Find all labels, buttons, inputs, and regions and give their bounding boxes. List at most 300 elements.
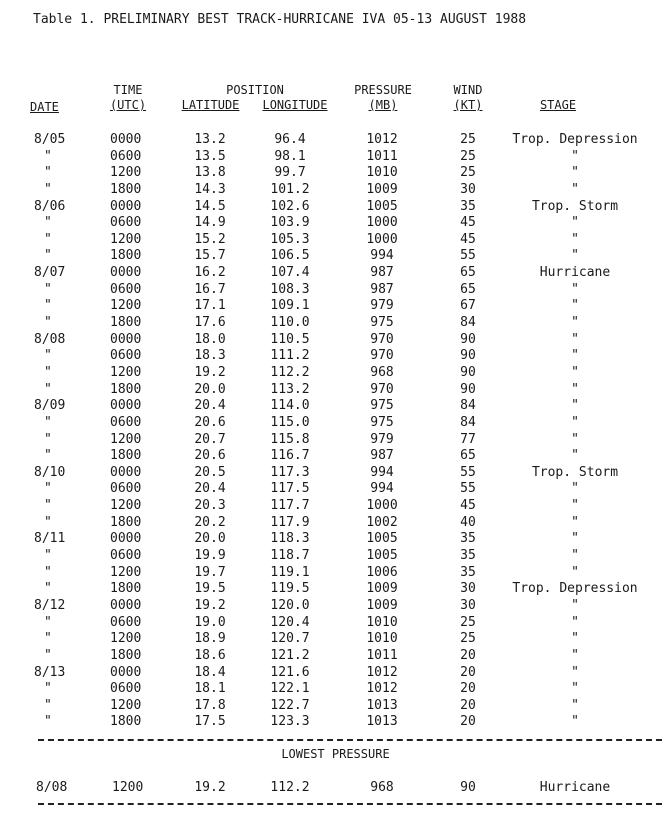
- row-date: ": [44, 614, 52, 630]
- row-wind: 65: [460, 448, 476, 464]
- row-pressure: 1005: [366, 198, 398, 214]
- row-date: ": [44, 181, 52, 197]
- table-row: [0, 548, 671, 565]
- row-latitude: 17.8: [194, 697, 226, 713]
- row-time: 1800: [110, 581, 142, 597]
- lowest-pressure: 968: [370, 780, 394, 795]
- row-latitude: 20.2: [194, 514, 226, 530]
- table-row: [0, 265, 671, 282]
- row-wind: 20: [460, 681, 476, 697]
- row-latitude: 18.0: [194, 331, 226, 347]
- lowest-pressure-row: [0, 780, 671, 798]
- table-row: [0, 648, 671, 665]
- row-stage: ": [571, 398, 579, 414]
- row-pressure: 970: [370, 331, 394, 347]
- table-row: [0, 432, 671, 449]
- table-row: [0, 382, 671, 399]
- row-latitude: 20.5: [194, 464, 226, 480]
- row-longitude: 123.3: [270, 714, 310, 730]
- table-row: [0, 714, 671, 731]
- row-stage: ": [571, 181, 579, 197]
- row-longitude: 122.7: [270, 697, 310, 713]
- row-time: 1800: [110, 514, 142, 530]
- row-stage: ": [571, 281, 579, 297]
- row-wind: 35: [460, 198, 476, 214]
- table-title: Table 1. PRELIMINARY BEST TRACK-HURRICANE IVA 05-13 AUGUST 1988: [33, 12, 527, 27]
- row-wind: 35: [460, 564, 476, 580]
- row-time: 1200: [110, 364, 142, 380]
- row-stage: ": [571, 414, 579, 430]
- row-date: 8/08: [34, 331, 66, 347]
- row-wind: 65: [460, 265, 476, 281]
- row-pressure: 970: [370, 348, 394, 364]
- table-row: [0, 465, 671, 482]
- table-row: [0, 481, 671, 498]
- row-wind: 90: [460, 331, 476, 347]
- row-pressure: 1012: [366, 664, 398, 680]
- row-wind: 65: [460, 281, 476, 297]
- row-time: 1800: [110, 248, 142, 264]
- table-row: [0, 498, 671, 515]
- header-pressure-top: PRESSURE: [354, 83, 412, 97]
- row-time: 1200: [110, 431, 142, 447]
- row-time: 0600: [110, 215, 142, 231]
- divider-top: [38, 739, 662, 741]
- header-longitude: LONGITUDE: [262, 98, 328, 112]
- row-stage: ": [571, 448, 579, 464]
- row-wind: 84: [460, 315, 476, 331]
- row-pressure: 979: [370, 298, 394, 314]
- row-wind: 55: [460, 481, 476, 497]
- row-date: ": [44, 714, 52, 730]
- row-wind: 84: [460, 398, 476, 414]
- row-stage: ": [571, 331, 579, 347]
- row-latitude: 15.2: [194, 231, 226, 247]
- row-wind: 25: [460, 148, 476, 164]
- header-wind-top: WIND: [453, 83, 483, 97]
- row-latitude: 18.3: [194, 348, 226, 364]
- row-date: ": [44, 148, 52, 164]
- row-stage: ": [571, 315, 579, 331]
- row-latitude: 17.1: [194, 298, 226, 314]
- row-wind: 90: [460, 381, 476, 397]
- row-pressure: 1002: [366, 514, 398, 530]
- row-stage: ": [571, 664, 579, 680]
- row-stage: ": [571, 348, 579, 364]
- table-row: [0, 199, 671, 216]
- row-date: ": [44, 448, 52, 464]
- row-stage: ": [571, 165, 579, 181]
- row-stage: Trop. Depression: [512, 132, 638, 147]
- table-row: [0, 232, 671, 249]
- row-wind: 67: [460, 298, 476, 314]
- row-date: 8/06: [34, 198, 66, 214]
- row-longitude: 117.7: [270, 498, 310, 514]
- row-longitude: 115.8: [270, 431, 310, 447]
- row-date: ": [44, 348, 52, 364]
- row-time: 0600: [110, 414, 142, 430]
- row-time: 1200: [110, 631, 142, 647]
- row-pressure: 1011: [366, 647, 398, 663]
- row-date: 8/13: [34, 664, 66, 680]
- row-pressure: 975: [370, 414, 394, 430]
- row-stage: ": [571, 381, 579, 397]
- row-date: ": [44, 165, 52, 181]
- row-date: ": [44, 631, 52, 647]
- row-latitude: 17.6: [194, 315, 226, 331]
- row-longitude: 116.7: [270, 448, 310, 464]
- row-time: 1800: [110, 647, 142, 663]
- row-wind: 20: [460, 664, 476, 680]
- row-latitude: 20.6: [194, 448, 226, 464]
- table-row: [0, 215, 671, 232]
- row-longitude: 99.7: [274, 165, 306, 181]
- row-latitude: 19.7: [194, 564, 226, 580]
- row-latitude: 19.2: [194, 597, 226, 613]
- row-wind: 25: [460, 614, 476, 630]
- row-wind: 55: [460, 248, 476, 264]
- row-stage: Trop. Depression: [512, 581, 638, 597]
- row-pressure: 994: [370, 464, 394, 480]
- table-row: [0, 282, 671, 299]
- row-latitude: 20.0: [194, 381, 226, 397]
- row-time: 0000: [110, 531, 142, 547]
- row-longitude: 117.3: [270, 464, 310, 480]
- table-row: [0, 348, 671, 365]
- row-latitude: 19.0: [194, 614, 226, 630]
- row-stage: Trop. Storm: [531, 464, 619, 480]
- row-time: 1800: [110, 381, 142, 397]
- row-pressure: 1009: [366, 181, 398, 197]
- row-stage: ": [571, 614, 579, 630]
- row-longitude: 98.1: [274, 148, 306, 164]
- row-latitude: 17.5: [194, 714, 226, 730]
- row-date: 8/11: [34, 531, 66, 547]
- row-pressure: 1010: [366, 631, 398, 647]
- row-wind: 84: [460, 414, 476, 430]
- row-time: 0600: [110, 148, 142, 164]
- row-longitude: 113.2: [270, 381, 310, 397]
- row-date: ": [44, 481, 52, 497]
- row-date: 8/07: [34, 265, 66, 281]
- table-row: [0, 182, 671, 199]
- row-time: 1800: [110, 714, 142, 730]
- row-longitude: 102.6: [270, 198, 310, 214]
- row-pressure: 1012: [366, 681, 398, 697]
- row-longitude: 118.3: [270, 531, 310, 547]
- table-row: [0, 248, 671, 265]
- row-time: 1800: [110, 448, 142, 464]
- row-date: ": [44, 514, 52, 530]
- table-row: [0, 531, 671, 548]
- row-time: 0600: [110, 481, 142, 497]
- lowest-lat: 19.2: [194, 780, 226, 795]
- header-time-top: TIME: [113, 83, 143, 97]
- row-pressure: 970: [370, 381, 394, 397]
- row-date: 8/10: [34, 464, 66, 480]
- row-time: 0000: [110, 198, 142, 214]
- row-longitude: 108.3: [270, 281, 310, 297]
- table-row: [0, 698, 671, 715]
- row-stage: ": [571, 647, 579, 663]
- row-stage: ": [571, 597, 579, 613]
- row-date: ": [44, 431, 52, 447]
- row-latitude: 20.6: [194, 414, 226, 430]
- lowest-pressure-heading: LOWEST PRESSURE: [281, 747, 390, 761]
- row-longitude: 120.0: [270, 597, 310, 613]
- table-row: [0, 581, 671, 598]
- row-pressure: 987: [370, 448, 394, 464]
- row-wind: 40: [460, 514, 476, 530]
- row-longitude: 118.7: [270, 548, 310, 564]
- row-time: 1200: [110, 697, 142, 713]
- row-wind: 35: [460, 548, 476, 564]
- lowest-date: 8/08: [36, 780, 68, 795]
- row-pressure: 987: [370, 281, 394, 297]
- table-row: [0, 565, 671, 582]
- row-latitude: 18.1: [194, 681, 226, 697]
- row-latitude: 20.0: [194, 531, 226, 547]
- row-date: ": [44, 298, 52, 314]
- table-row: [0, 365, 671, 382]
- row-stage: ": [571, 548, 579, 564]
- row-longitude: 115.0: [270, 414, 310, 430]
- row-time: 0600: [110, 348, 142, 364]
- row-time: 1200: [110, 498, 142, 514]
- row-longitude: 101.2: [270, 181, 310, 197]
- row-pressure: 975: [370, 315, 394, 331]
- row-latitude: 18.4: [194, 664, 226, 680]
- row-latitude: 15.7: [194, 248, 226, 264]
- row-longitude: 119.1: [270, 564, 310, 580]
- row-stage: ": [571, 431, 579, 447]
- lowest-stage: Hurricane: [539, 780, 611, 795]
- row-stage: ": [571, 215, 579, 231]
- row-date: ": [44, 697, 52, 713]
- row-latitude: 20.4: [194, 398, 226, 414]
- row-pressure: 1013: [366, 697, 398, 713]
- row-pressure: 987: [370, 265, 394, 281]
- row-longitude: 110.5: [270, 331, 310, 347]
- table-row: [0, 149, 671, 166]
- row-time: 0000: [110, 398, 142, 414]
- row-longitude: 109.1: [270, 298, 310, 314]
- row-date: ": [44, 381, 52, 397]
- row-date: 8/12: [34, 597, 66, 613]
- row-latitude: 14.9: [194, 215, 226, 231]
- row-time: 1200: [110, 564, 142, 580]
- row-time: 1800: [110, 315, 142, 331]
- row-pressure: 1011: [366, 148, 398, 164]
- header-latitude: LATITUDE: [181, 98, 240, 112]
- row-pressure: 1009: [366, 597, 398, 613]
- row-wind: 20: [460, 714, 476, 730]
- row-longitude: 114.0: [270, 398, 310, 414]
- header-stage: STAGE: [539, 98, 577, 112]
- row-time: 1200: [110, 231, 142, 247]
- row-date: ": [44, 231, 52, 247]
- row-time: 0600: [110, 548, 142, 564]
- table-row: [0, 132, 671, 149]
- row-wind: 77: [460, 431, 476, 447]
- row-stage: ": [571, 364, 579, 380]
- row-wind: 20: [460, 697, 476, 713]
- row-time: 1200: [110, 298, 142, 314]
- row-latitude: 13.8: [194, 165, 226, 181]
- table-row: [0, 448, 671, 465]
- row-date: ": [44, 647, 52, 663]
- row-pressure: 994: [370, 481, 394, 497]
- row-wind: 25: [460, 132, 476, 147]
- row-wind: 25: [460, 631, 476, 647]
- row-wind: 45: [460, 498, 476, 514]
- row-date: ": [44, 414, 52, 430]
- row-stage: ": [571, 681, 579, 697]
- row-stage: ": [571, 531, 579, 547]
- lowest-lon: 112.2: [270, 780, 310, 795]
- row-date: 8/05: [34, 132, 66, 147]
- row-time: 0000: [110, 132, 142, 147]
- row-longitude: 120.7: [270, 631, 310, 647]
- row-stage: ": [571, 514, 579, 530]
- row-stage: ": [571, 248, 579, 264]
- row-latitude: 14.3: [194, 181, 226, 197]
- row-time: 0000: [110, 464, 142, 480]
- row-pressure: 1013: [366, 714, 398, 730]
- row-date: ": [44, 364, 52, 380]
- row-stage: ": [571, 714, 579, 730]
- row-time: 0000: [110, 664, 142, 680]
- divider-bottom: [38, 803, 662, 805]
- row-wind: 25: [460, 165, 476, 181]
- row-stage: ": [571, 498, 579, 514]
- row-wind: 90: [460, 364, 476, 380]
- row-time: 0000: [110, 331, 142, 347]
- row-stage: ": [571, 697, 579, 713]
- row-latitude: 13.2: [194, 132, 226, 147]
- header-pressure-bottom: (MB): [368, 98, 398, 112]
- row-date: ": [44, 548, 52, 564]
- row-date: ": [44, 581, 52, 597]
- row-wind: 45: [460, 231, 476, 247]
- row-pressure: 1000: [366, 215, 398, 231]
- table-row: [0, 315, 671, 332]
- row-wind: 20: [460, 647, 476, 663]
- row-longitude: 122.1: [270, 681, 310, 697]
- row-time: 1800: [110, 181, 142, 197]
- table-row: [0, 415, 671, 432]
- row-longitude: 107.4: [270, 265, 310, 281]
- row-longitude: 106.5: [270, 248, 310, 264]
- row-time: 0000: [110, 265, 142, 281]
- row-pressure: 979: [370, 431, 394, 447]
- row-pressure: 968: [370, 364, 394, 380]
- row-latitude: 18.6: [194, 647, 226, 663]
- row-time: 0600: [110, 614, 142, 630]
- row-wind: 45: [460, 215, 476, 231]
- row-latitude: 20.3: [194, 498, 226, 514]
- row-longitude: 96.4: [274, 132, 306, 147]
- row-date: ": [44, 681, 52, 697]
- row-pressure: 1010: [366, 614, 398, 630]
- row-latitude: 16.2: [194, 265, 226, 281]
- row-wind: 30: [460, 581, 476, 597]
- row-date: ": [44, 564, 52, 580]
- row-longitude: 117.5: [270, 481, 310, 497]
- row-time: 0600: [110, 681, 142, 697]
- row-latitude: 18.9: [194, 631, 226, 647]
- lowest-wind: 90: [460, 780, 476, 795]
- row-date: ": [44, 281, 52, 297]
- row-date: ": [44, 498, 52, 514]
- row-stage: Hurricane: [539, 265, 611, 281]
- row-date: ": [44, 215, 52, 231]
- row-stage: ": [571, 148, 579, 164]
- row-latitude: 19.5: [194, 581, 226, 597]
- row-stage: ": [571, 631, 579, 647]
- row-longitude: 112.2: [270, 364, 310, 380]
- row-longitude: 117.9: [270, 514, 310, 530]
- row-stage: Trop. Storm: [531, 198, 619, 214]
- row-pressure: 1006: [366, 564, 398, 580]
- row-pressure: 1012: [366, 132, 398, 147]
- table-row: [0, 298, 671, 315]
- row-pressure: 1005: [366, 531, 398, 547]
- table-row: [0, 515, 671, 532]
- row-time: 1200: [110, 165, 142, 181]
- header-time-bottom: (UTC): [109, 98, 147, 112]
- row-pressure: 1010: [366, 165, 398, 181]
- row-stage: ": [571, 298, 579, 314]
- row-longitude: 120.4: [270, 614, 310, 630]
- row-date: ": [44, 248, 52, 264]
- row-longitude: 121.2: [270, 647, 310, 663]
- row-longitude: 121.6: [270, 664, 310, 680]
- row-latitude: 16.7: [194, 281, 226, 297]
- row-wind: 35: [460, 531, 476, 547]
- row-time: 0600: [110, 281, 142, 297]
- row-longitude: 119.5: [270, 581, 310, 597]
- row-latitude: 20.7: [194, 431, 226, 447]
- row-pressure: 1000: [366, 231, 398, 247]
- row-latitude: 13.5: [194, 148, 226, 164]
- table-row: [0, 398, 671, 415]
- table-row: [0, 681, 671, 698]
- row-pressure: 994: [370, 248, 394, 264]
- row-longitude: 105.3: [270, 231, 310, 247]
- table-row: [0, 165, 671, 182]
- row-pressure: 1009: [366, 581, 398, 597]
- row-latitude: 19.2: [194, 364, 226, 380]
- track-table-body: [0, 132, 671, 731]
- row-wind: 90: [460, 348, 476, 364]
- row-date: 8/09: [34, 398, 66, 414]
- lowest-time: 1200: [112, 780, 144, 795]
- row-stage: ": [571, 231, 579, 247]
- table-row: [0, 665, 671, 682]
- row-date: ": [44, 315, 52, 331]
- row-stage: ": [571, 564, 579, 580]
- row-longitude: 111.2: [270, 348, 310, 364]
- row-latitude: 20.4: [194, 481, 226, 497]
- header-wind-bottom: (KT): [453, 98, 483, 112]
- row-time: 0000: [110, 597, 142, 613]
- row-pressure: 1005: [366, 548, 398, 564]
- table-row: [0, 598, 671, 615]
- row-longitude: 103.9: [270, 215, 310, 231]
- row-stage: ": [571, 481, 579, 497]
- header-date: DATE: [30, 100, 59, 114]
